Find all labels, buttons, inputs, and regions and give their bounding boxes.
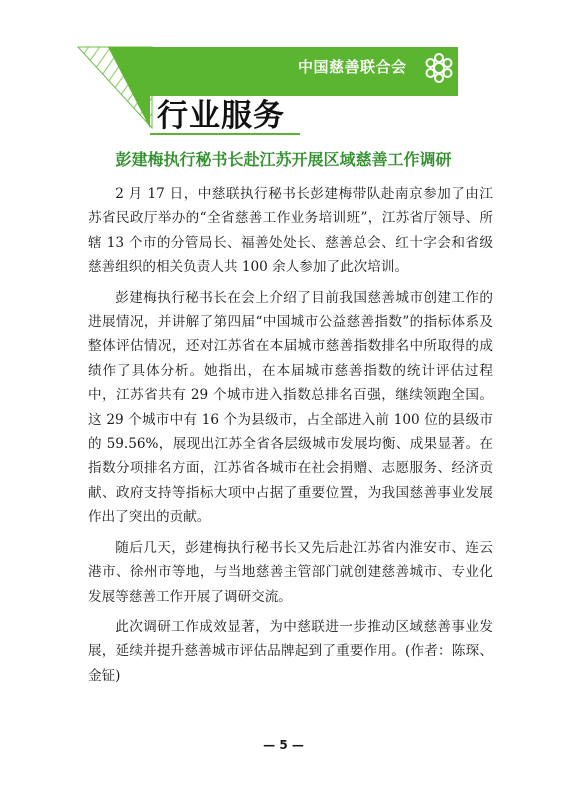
organization-name: 中国慈善联合会 bbox=[298, 58, 407, 76]
paragraph: 此次调研工作成效显著，为中慈联进一步推动区域慈善事业发展，延续并提升慈善城市评估品牌起到了重要作用。(作者：陈琛、金钲) bbox=[88, 618, 493, 684]
article-title: 彭建梅执行秘书长赴江苏开展区域慈善工作调研 bbox=[115, 150, 452, 169]
paragraph: 2 月 17 日，中慈联执行秘书长彭建梅带队赴南京参加了由江苏省民政厅举办的“全省慈善工作业务培训班”，江苏省厅领导、所辖 13 个市的分管局长、福善处处长、慈善总会、红十字会和省级慈善组织的相关负责人共 100 余人参加了此次培训。 bbox=[88, 186, 493, 276]
section-title: 行业服务 bbox=[157, 98, 285, 134]
article-body bbox=[88, 182, 493, 694]
star-flower-icon bbox=[423, 52, 455, 84]
paragraph: 彭建梅执行秘书长在会上介绍了目前我国慈善城市创建工作的进展情况，并讲解了第四届“中国城市公益慈善指数”的指标体系及整体评估情况，还对江苏省在本届城市慈善指数排名中所取得的成绩作了具体分析。她指出，在本届城市慈善指数的统计评估过程中，江苏省共有 29 个城市进入指数总排名百强，继续领跑全国。这 29 个城市中有 16 个为县级市，占全部进入前 100 位的县级市的 59.56%，展现出江苏全省各层级城市发展均衡、成果显著。在指数分项排名方面，江苏省各城市在社会捐赠、志愿服务、经济贡献、政府支持等指标大项中占据了重要位置，为我国慈善事业发展作出了突出的贡献。 bbox=[88, 289, 493, 526]
paragraph: 随后几天，彭建梅执行秘书长又先后赴江苏省内淮安市、连云港市、徐州市等地，与当地慈善主管部门就创建慈善城市、专业化发展等慈善工作开展了调研交流。 bbox=[88, 539, 493, 605]
page-number: — 5 — bbox=[263, 738, 304, 752]
